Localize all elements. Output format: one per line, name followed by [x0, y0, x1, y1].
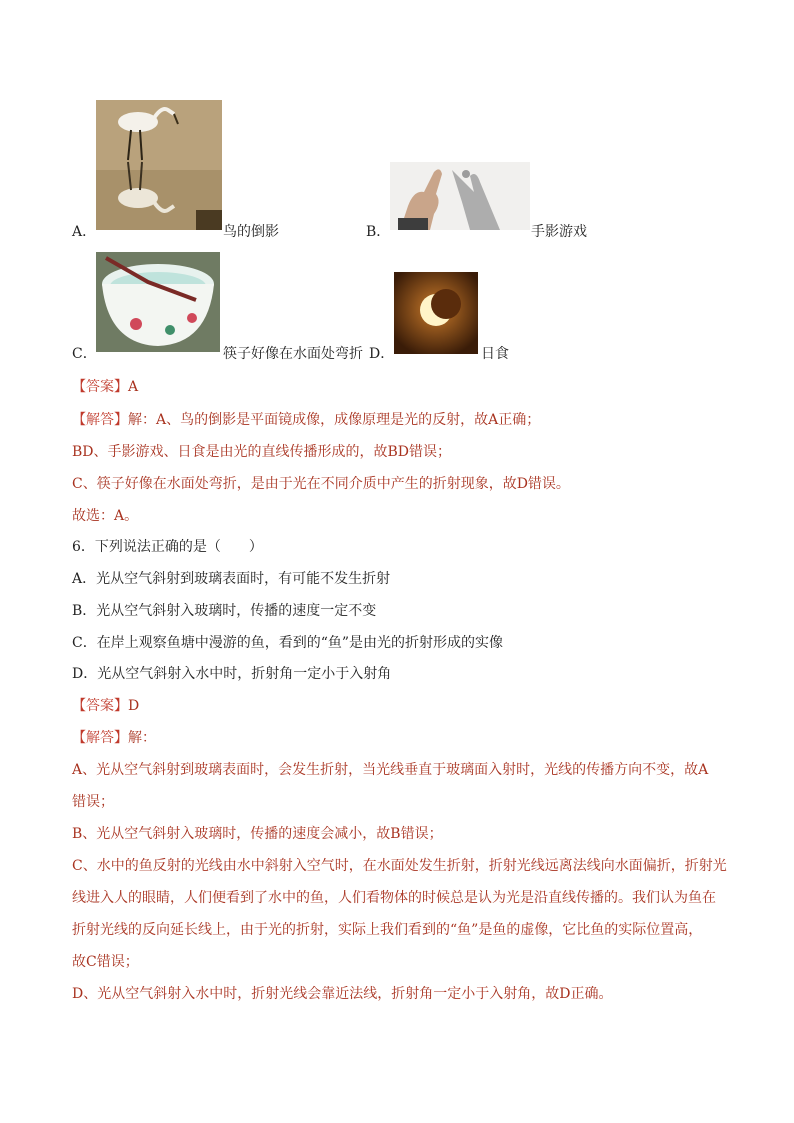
- q6-option-c: C．在岸上观察鱼塘中漫游的鱼，看到的“鱼”是由光的折射形成的实像: [72, 635, 504, 651]
- answer-tag: 【答案】: [72, 379, 128, 395]
- q5-answer: [72, 377, 138, 397]
- q6-explain-c-1: C、水中的鱼反射的光线由水中斜射入空气时，在水面处发生折射，折射光线远离法线向水面偏折，折射光: [72, 858, 727, 874]
- explain-tag: 【解答】: [72, 730, 128, 746]
- option-a-caption: 鸟的倒影: [223, 224, 279, 240]
- q6-explain-d: D、光从空气斜射入水中时，折射光线会靠近法线，折射角一定小于入射角，故D正确。: [72, 986, 613, 1002]
- q5-explain-3: C、筷子好像在水面处弯折，是由于光在不同介质中产生的折射现象，故D错误。: [72, 476, 570, 492]
- q6-option-a: A．光从空气斜射到玻璃表面时，有可能不发生折射: [72, 571, 391, 587]
- q5-explain-2: BD、手影游戏、日食是由光的直线传播形成的，故BD错误；: [72, 444, 452, 460]
- answer-value: D: [128, 698, 140, 714]
- hand-shadow-image: [390, 162, 530, 230]
- q5-choose: 故选：A。: [72, 508, 139, 524]
- chopstick-bowl-image: [96, 252, 220, 352]
- option-a-letter: A．: [72, 224, 97, 240]
- egret-reflection-image: [96, 100, 222, 230]
- answer-value: A: [128, 379, 139, 395]
- q6-explain-c-2: 线进入人的眼睛，人们便看到了水中的鱼，人们看物体的时候总是认为光是沿直线传播的。我们认为鱼在: [72, 890, 716, 906]
- q6-explain-a-1: A、光从空气斜射到玻璃表面时，会发生折射，当光线垂直于玻璃面入射时，光线的传播方向不变，故A: [72, 762, 709, 778]
- q6-stem: 6．下列说法正确的是（ ）: [72, 539, 263, 555]
- q5-explain-1: 【解答】解：A、鸟的倒影是平面镜成像，成像原理是光的反射，故A正确；: [72, 412, 541, 428]
- option-c-caption: 筷子好像在水面处弯折: [223, 346, 363, 362]
- q6-explain-b: B、光从空气斜射入玻璃时，传播的速度会减小，故B错误；: [72, 826, 443, 842]
- solar-eclipse-image: [394, 272, 478, 354]
- q6-option-d: D．光从空气斜射入水中时，折射角一定小于入射角: [72, 666, 392, 682]
- q6-explain-c-3: 折射光线的反向延长线上，由于光的折射，实际上我们看到的“鱼”是鱼的虚像，它比鱼的实际位置高，: [72, 922, 703, 938]
- option-c-letter: C．: [72, 346, 97, 362]
- q6-option-b: B．光从空气斜射入玻璃时，传播的速度一定不变: [72, 603, 377, 619]
- option-d-letter: D．: [369, 346, 395, 362]
- q6-explain-c-4: 故C错误；: [72, 954, 139, 970]
- option-b-letter: B．: [366, 224, 391, 240]
- q6-explain-head: 【解答】解：: [72, 730, 156, 746]
- option-d-caption: 日食: [481, 346, 509, 362]
- answer-tag: 【答案】: [72, 698, 128, 714]
- option-b-caption: 手影游戏: [531, 224, 587, 240]
- explain-tag: 【解答】: [72, 412, 128, 428]
- q6-explain-a-2: 错误；: [72, 794, 114, 810]
- q6-answer: [72, 696, 139, 716]
